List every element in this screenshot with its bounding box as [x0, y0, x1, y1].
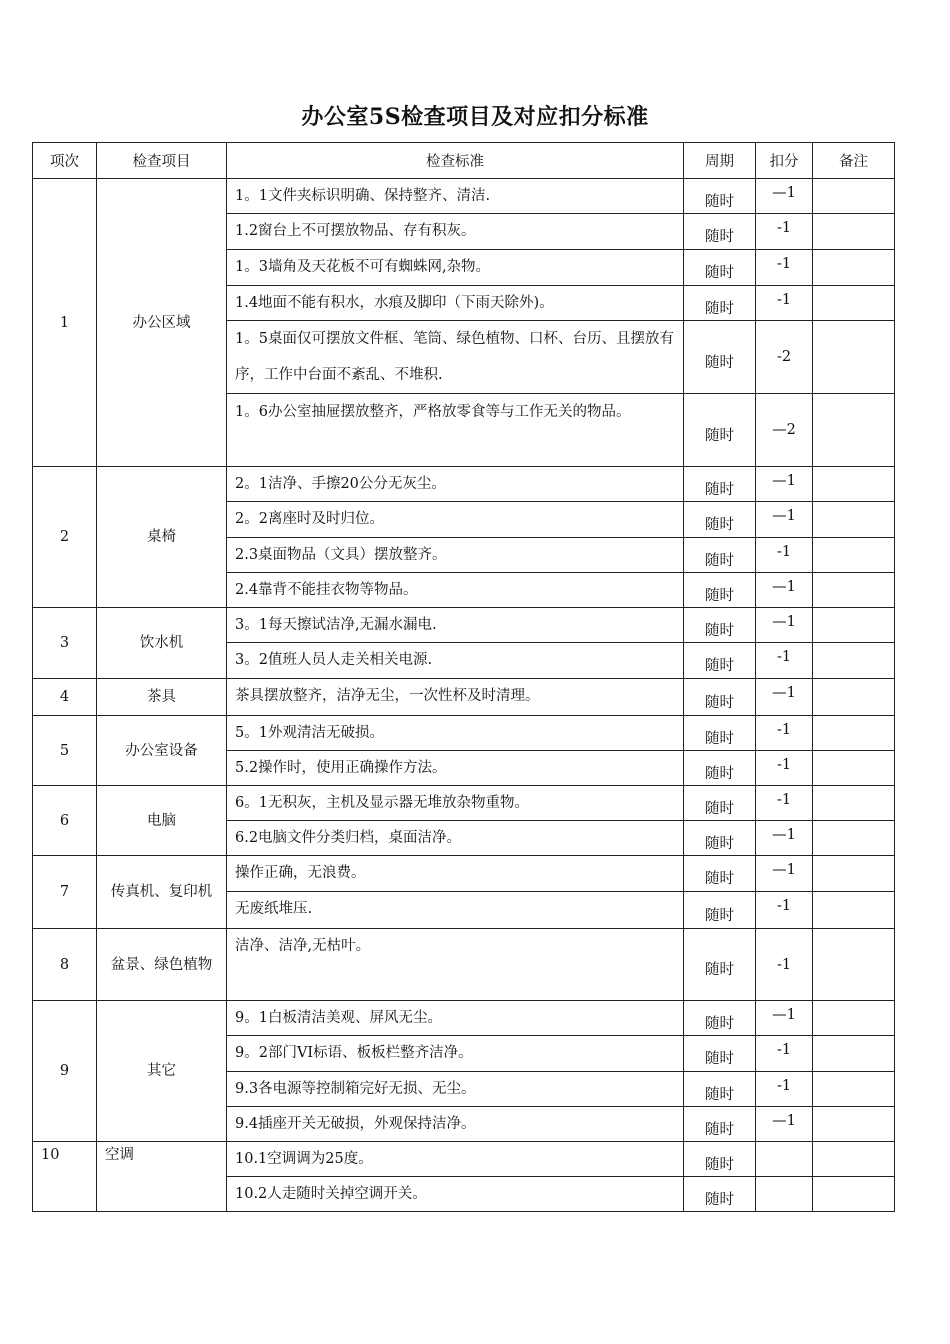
inspection-period: 随时	[684, 286, 756, 321]
table-row	[33, 1142, 895, 1177]
inspection-standard: 2。1洁净、手擦20公分无灰尘。	[227, 467, 684, 502]
inspection-period: 随时	[684, 250, 756, 286]
inspection-period: 随时	[684, 751, 756, 786]
inspection-period: 随时	[684, 716, 756, 751]
inspection-standard: 10.1空调调为25度。	[227, 1142, 684, 1177]
header-standard: 检查标准	[227, 143, 684, 179]
inspection-standard: 茶具摆放整齐，洁净无尘，一次性杯及时清理。	[227, 679, 684, 716]
inspection-standard: 3。2值班人员人走关相关电源.	[227, 643, 684, 679]
deduction-points: —1	[756, 856, 813, 892]
inspection-standard: 6.2电脑文件分类归档，桌面洁净。	[227, 821, 684, 856]
table-row	[33, 467, 895, 502]
remark-cell	[813, 1177, 895, 1212]
inspection-standard: 9.3各电源等控制箱完好无损、无尘。	[227, 1072, 684, 1107]
inspection-standard: 1.2窗台上不可摆放物品、存有积灰。	[227, 214, 684, 250]
inspection-period: 随时	[684, 1036, 756, 1072]
deduction-points: -1	[756, 286, 813, 321]
item-name: 其它	[97, 1001, 227, 1142]
inspection-period: 随时	[684, 1072, 756, 1107]
deduction-points: -1	[756, 892, 813, 929]
remark-cell	[813, 716, 895, 751]
table-row	[33, 856, 895, 892]
inspection-table	[32, 142, 895, 1212]
remark-cell	[813, 467, 895, 502]
item-index: 5	[33, 716, 97, 786]
item-name: 空调	[97, 1142, 227, 1212]
remark-cell	[813, 538, 895, 573]
item-index: 4	[33, 679, 97, 716]
deduction-points: —1	[756, 467, 813, 502]
inspection-period: 随时	[684, 502, 756, 538]
inspection-period: 随时	[684, 608, 756, 643]
item-index: 1	[33, 179, 97, 467]
remark-cell	[813, 786, 895, 821]
inspection-period: 随时	[684, 1107, 756, 1142]
remark-cell	[813, 608, 895, 643]
inspection-standard: 9.4插座开关无破损，外观保持洁净。	[227, 1107, 684, 1142]
deduction-points: —1	[756, 502, 813, 538]
deduction-points	[756, 1142, 813, 1177]
deduction-points: -1	[756, 786, 813, 821]
remark-cell	[813, 643, 895, 679]
inspection-standard: 操作正确，无浪费。	[227, 856, 684, 892]
deduction-points: —2	[756, 394, 813, 467]
remark-cell	[813, 929, 895, 1001]
page-title: 办公室5S检查项目及对应扣分标准	[301, 104, 649, 130]
table-body	[33, 179, 895, 1212]
inspection-standard: 2。2离座时及时归位。	[227, 502, 684, 538]
deduction-points: -2	[756, 321, 813, 394]
remark-cell	[813, 179, 895, 214]
item-index: 7	[33, 856, 97, 929]
remark-cell	[813, 214, 895, 250]
inspection-standard: 2.4靠背不能挂衣物等物品。	[227, 573, 684, 608]
remark-cell	[813, 1107, 895, 1142]
inspection-period: 随时	[684, 1142, 756, 1177]
inspection-period: 随时	[684, 786, 756, 821]
deduction-points: -1	[756, 250, 813, 286]
deduction-points: —1	[756, 821, 813, 856]
item-index: 3	[33, 608, 97, 679]
inspection-standard: 5。1外观清洁无破损。	[227, 716, 684, 751]
inspection-standard: 洁净、洁净,无枯叶。	[227, 929, 684, 1001]
table-row	[33, 1001, 895, 1036]
inspection-standard: 10.2人走随时关掉空调开关。	[227, 1177, 684, 1212]
deduction-points	[756, 1177, 813, 1212]
deduction-points: —1	[756, 1001, 813, 1036]
remark-cell	[813, 821, 895, 856]
item-index: 6	[33, 786, 97, 856]
item-name: 电脑	[97, 786, 227, 856]
inspection-period: 随时	[684, 821, 756, 856]
inspection-standard: 1.4地面不能有积水，水痕及脚印（下雨天除外)。	[227, 286, 684, 321]
remark-cell	[813, 321, 895, 394]
inspection-period: 随时	[684, 1001, 756, 1036]
deduction-points: -1	[756, 538, 813, 573]
item-index: 2	[33, 467, 97, 608]
item-name: 办公区域	[97, 179, 227, 467]
table-row	[33, 179, 895, 214]
deduction-points: -1	[756, 716, 813, 751]
remark-cell	[813, 286, 895, 321]
item-name: 桌椅	[97, 467, 227, 608]
inspection-standard: 3。1每天擦试洁净,无漏水漏电.	[227, 608, 684, 643]
table-row	[33, 716, 895, 751]
inspection-period: 随时	[684, 321, 756, 394]
deduction-points: —1	[756, 1107, 813, 1142]
table-row	[33, 929, 895, 1001]
remark-cell	[813, 1036, 895, 1072]
remark-cell	[813, 892, 895, 929]
table-row	[33, 786, 895, 821]
remark-cell	[813, 751, 895, 786]
header-index: 项次	[33, 143, 97, 179]
inspection-standard: 9。1白板清洁美观、屏风无尘。	[227, 1001, 684, 1036]
inspection-standard: 9。2部门VI标语、板板栏整齐洁净。	[227, 1036, 684, 1072]
deduction-points: -1	[756, 929, 813, 1001]
inspection-period: 随时	[684, 679, 756, 716]
deduction-points: -1	[756, 1036, 813, 1072]
inspection-standard: 2.3桌面物品（文具）摆放整齐。	[227, 538, 684, 573]
inspection-period: 随时	[684, 856, 756, 892]
remark-cell	[813, 856, 895, 892]
inspection-period: 随时	[684, 179, 756, 214]
inspection-period: 随时	[684, 929, 756, 1001]
inspection-period: 随时	[684, 538, 756, 573]
remark-cell	[813, 394, 895, 467]
deduction-points: -1	[756, 643, 813, 679]
header-period: 周期	[684, 143, 756, 179]
deduction-points: -1	[756, 214, 813, 250]
item-name: 饮水机	[97, 608, 227, 679]
item-name: 办公室设备	[97, 716, 227, 786]
inspection-period: 随时	[684, 214, 756, 250]
table-row	[33, 679, 895, 716]
item-name: 茶具	[97, 679, 227, 716]
inspection-standard: 1。1文件夹标识明确、保持整齐、清洁.	[227, 179, 684, 214]
inspection-period: 随时	[684, 1177, 756, 1212]
deduction-points: —1	[756, 608, 813, 643]
remark-cell	[813, 1142, 895, 1177]
deduction-points: -1	[756, 1072, 813, 1107]
item-name: 传真机、复印机	[97, 856, 227, 929]
deduction-points: —1	[756, 573, 813, 608]
remark-cell	[813, 1072, 895, 1107]
inspection-period: 随时	[684, 573, 756, 608]
remark-cell	[813, 679, 895, 716]
header-deduct: 扣分	[756, 143, 813, 179]
deduction-points: -1	[756, 751, 813, 786]
item-name: 盆景、绿色植物	[97, 929, 227, 1001]
inspection-standard: 1。3墙角及天花板不可有蜘蛛网,杂物。	[227, 250, 684, 286]
inspection-standard: 6。1无积灰，主机及显示器无堆放杂物重物。	[227, 786, 684, 821]
item-index: 8	[33, 929, 97, 1001]
item-index: 10	[33, 1142, 97, 1212]
header-remark: 备注	[813, 143, 895, 179]
remark-cell	[813, 250, 895, 286]
deduction-points: —1	[756, 679, 813, 716]
deduction-points: —1	[756, 179, 813, 214]
remark-cell	[813, 502, 895, 538]
inspection-standard: 1。5桌面仅可摆放文件框、笔筒、绿色植物、口杯、台历、且摆放有序，工作中台面不紊乱、不堆积.	[227, 321, 684, 394]
inspection-period: 随时	[684, 892, 756, 929]
inspection-period: 随时	[684, 643, 756, 679]
inspection-standard: 1。6办公室抽屉摆放整齐，严格放零食等与工作无关的物品。	[227, 394, 684, 467]
header-item: 检查项目	[97, 143, 227, 179]
inspection-standard: 无废纸堆压.	[227, 892, 684, 929]
table-header-row	[33, 143, 895, 179]
inspection-standard: 5.2操作时，使用正确操作方法。	[227, 751, 684, 786]
table-row	[33, 608, 895, 643]
remark-cell	[813, 573, 895, 608]
item-index: 9	[33, 1001, 97, 1142]
inspection-period: 随时	[684, 467, 756, 502]
inspection-period: 随时	[684, 394, 756, 467]
remark-cell	[813, 1001, 895, 1036]
